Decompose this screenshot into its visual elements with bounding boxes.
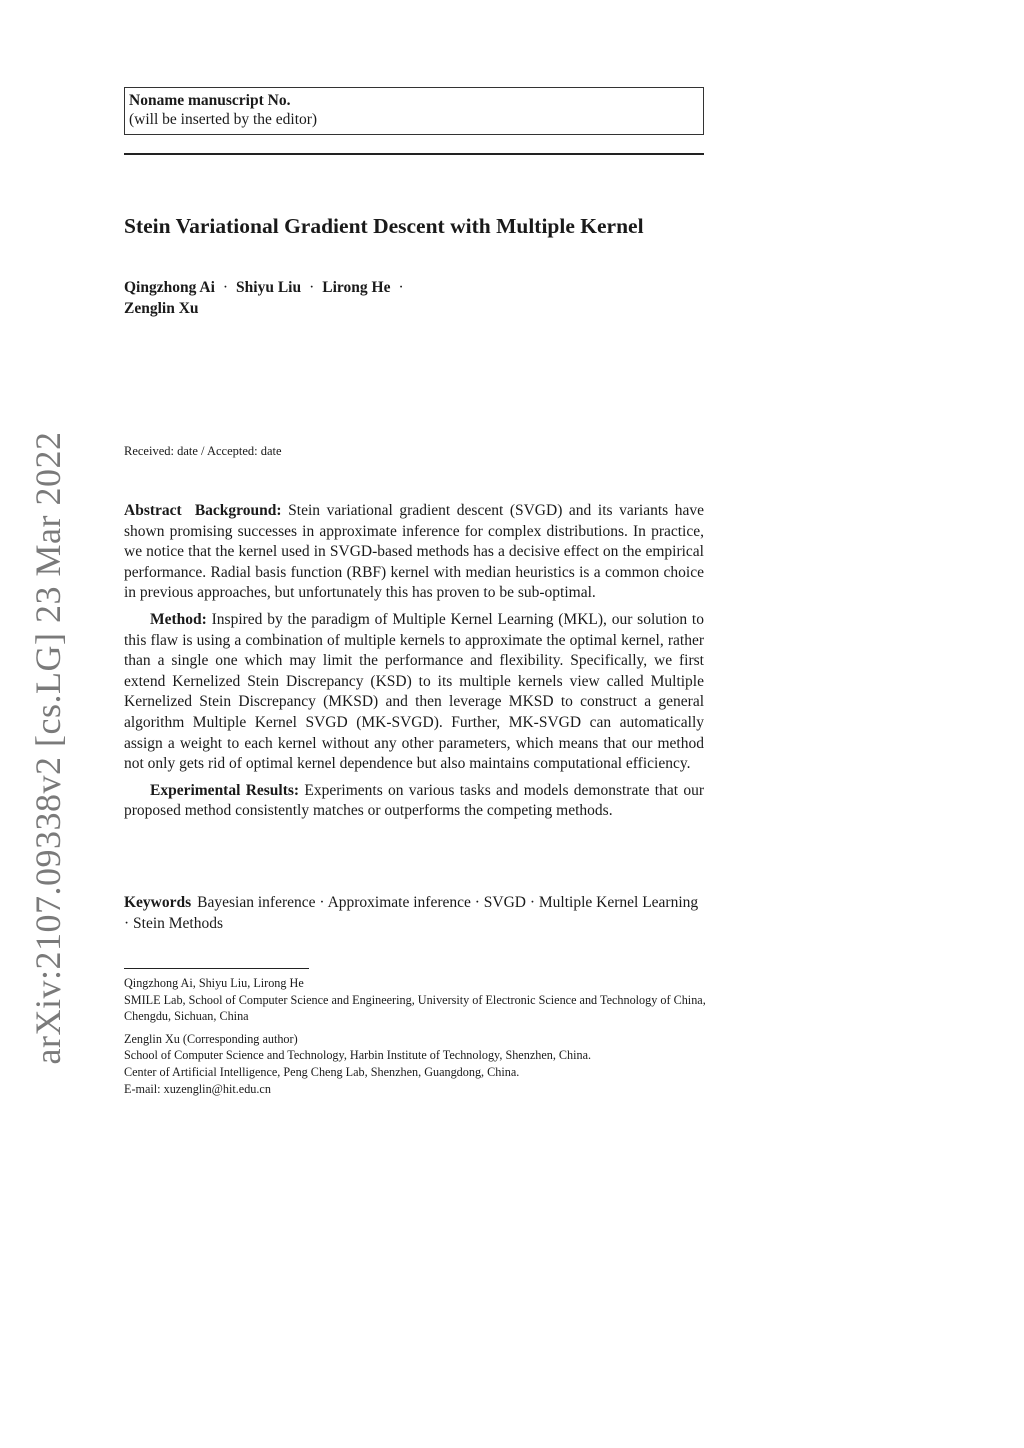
footnote-rule: [124, 968, 309, 969]
abstract-heading: Abstract: [124, 502, 182, 519]
background-text: Stein variational gradient descent (SVGD) and its variants have shown promising successes in approximate inference for complex distributions. In practice, we notice that the kernel used in SVGD-based methods has a decisive effect on the empirical performance. Radial basis function (RBF) kernel with median heuristics is a common choice in previous approaches, but unfortunately this has proven to be sub-optimal.: [124, 502, 705, 602]
author-line-1: [124, 277, 412, 298]
author-name: Zenglin Xu: [124, 300, 199, 317]
footnote-email[interactable]: E-mail: xuzenglin@hit.edu.cn: [124, 1081, 271, 1096]
manuscript-box: [124, 87, 704, 135]
author-separator: ·: [222, 279, 229, 296]
manuscript-title: Noname manuscript No.: [129, 92, 291, 109]
method-label: Method:: [150, 610, 207, 628]
author-separator: ·: [398, 279, 404, 296]
abstract: [124, 501, 704, 822]
footnote-name-2: Zenglin Xu (Corresponding author): [124, 1031, 298, 1046]
results-text: Experiments on various tasks and models demonstrate that our proposed method consistently matches or outperforms the competing methods.: [124, 781, 705, 820]
keywords-label: Keywords: [124, 894, 192, 911]
paper-title: Stein Variational Gradient Descent with Multiple Kernel: [124, 214, 644, 238]
author-name: Lirong He: [322, 279, 391, 296]
results-label: Experimental Results:: [150, 781, 300, 799]
footnote-affiliation-2b: Center of Artificial Intelligence, Peng Cheng Lab, Shenzhen, Guangdong, China.: [124, 1064, 520, 1079]
abstract-method: [124, 610, 704, 775]
arxiv-identifier[interactable]: arXiv:2107.09338v2 [cs.LG] 23 Mar 2022: [28, 431, 68, 1065]
footnote-affiliation-2a: School of Computer Science and Technology, Harbin Institute of Technology, Shenzhen, China.: [124, 1048, 592, 1063]
author-list: [124, 277, 412, 319]
footnotes: [124, 975, 709, 1097]
manuscript-note: (will be inserted by the editor): [129, 111, 318, 128]
keywords-text: Bayesian inference · Approximate inference · SVGD · Multiple Kernel Learning · Stein Methods: [124, 894, 699, 932]
footnote-names-1: Qingzhong Ai, Shiyu Liu, Lirong He: [124, 976, 304, 990]
received-date: Received: date / Accepted: date: [124, 444, 282, 458]
author-name: Qingzhong Ai: [124, 279, 215, 296]
method-text: Inspired by the paradigm of Multiple Kernel Learning (MKL), our solution to this flaw is using a combination of multiple kernels to approximate the optimal kernel, rather than a single one which may limit the performance and flexibility. Specifically, we first extend Kernelized Stein Discrepancy (KSD) to its multiple kernels view called Multiple Kernelized Stein Discrepancy (MKSD) and then leverage MKSD to construct a general algorithm Multiple Kernel SVGD (MK-SVGD). Further, MK-SVGD can automatically assign a weight to each kernel without any other parameters, which means that our method not only gets rid of optimal kernel dependence but also maintains computational efficiency.: [124, 610, 704, 773]
author-name: Shiyu Liu: [236, 279, 302, 296]
abstract-results: [124, 781, 704, 822]
background-label: Background:: [194, 502, 282, 519]
author-separator: ·: [309, 279, 315, 296]
author-line-2: [124, 298, 412, 319]
abstract-background: [124, 501, 704, 604]
keywords: [124, 893, 704, 934]
header-rule: [124, 153, 704, 155]
footnote-affiliation-1: SMILE Lab, School of Computer Science and Engineering, University of Electronic Science and Technology of China, Chengdu, Sichuan, China: [124, 992, 706, 1024]
